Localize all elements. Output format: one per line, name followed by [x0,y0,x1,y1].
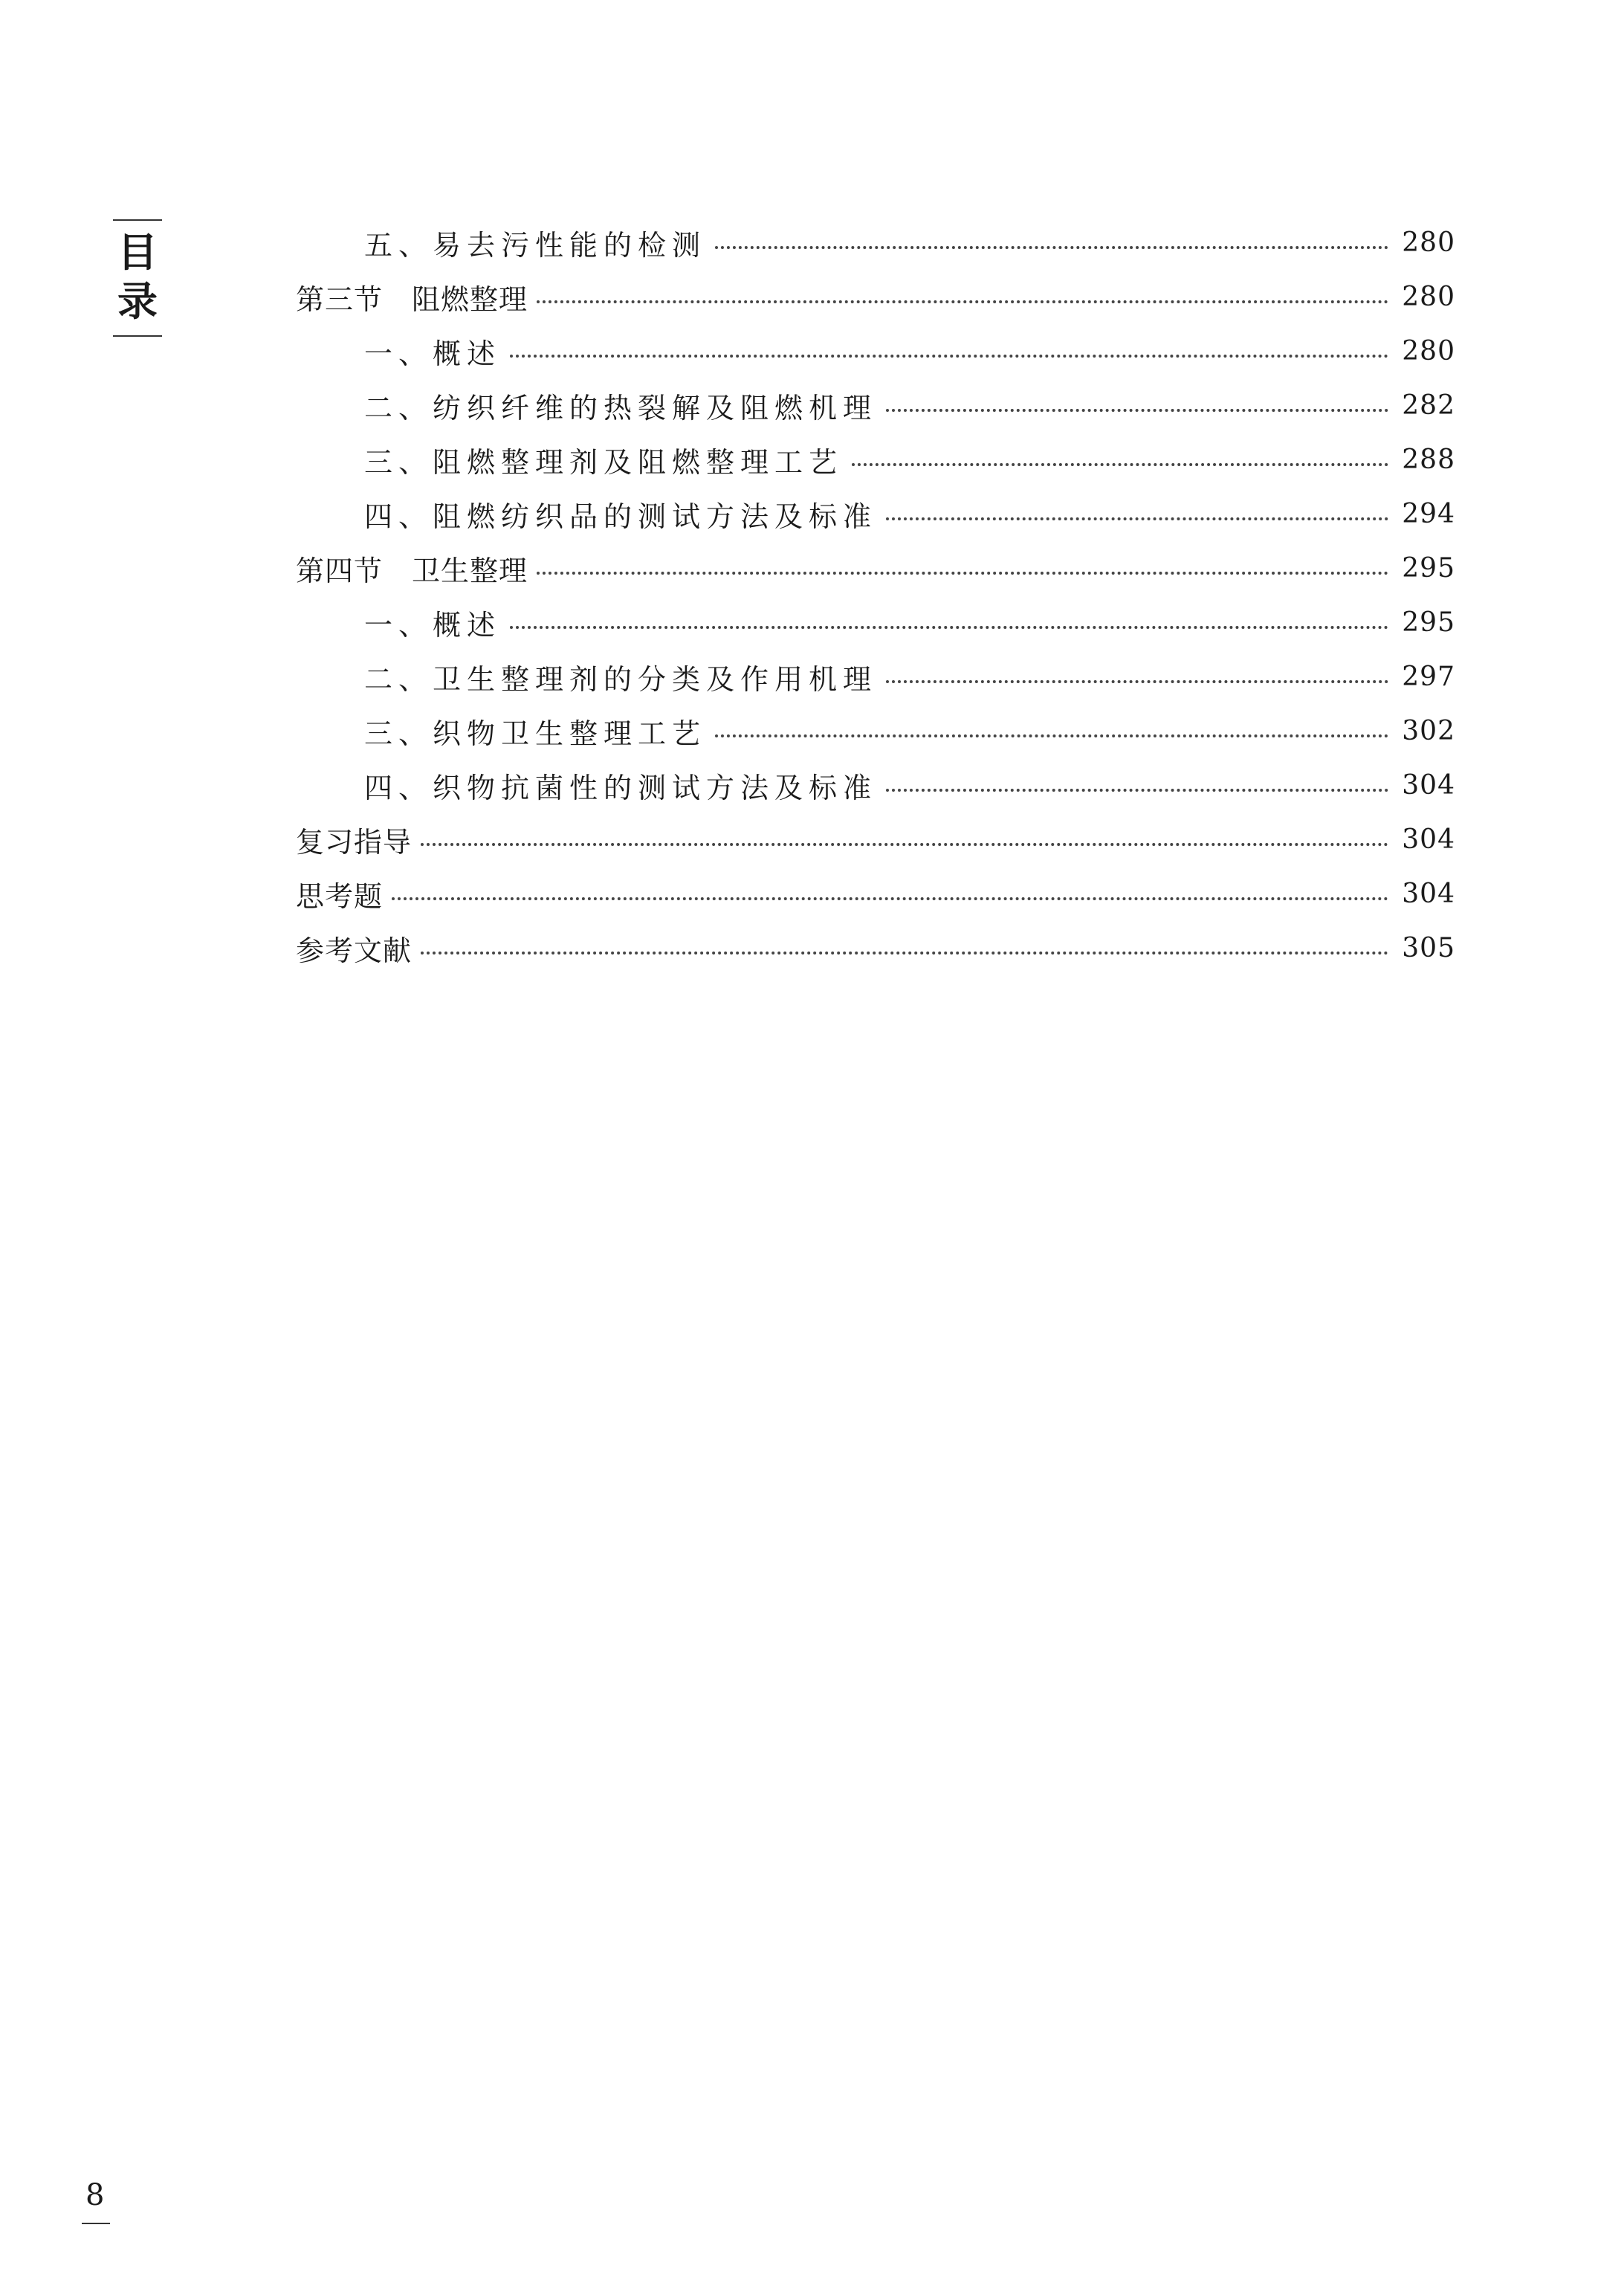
toc-entry-title: 第三节 阻燃整理 [296,283,528,316]
table-of-contents [296,216,1455,975]
toc-entry-page-number: 288 [1402,445,1455,475]
toc-dot-leader [421,952,1388,955]
page-number-rule [82,2223,110,2224]
toc-entry-page-number: 304 [1402,879,1455,909]
toc-entry[interactable] [296,758,1455,813]
toc-entry[interactable] [296,813,1455,867]
toc-dot-leader [715,246,1388,249]
toc-entry-title: 四、织物抗菌性的测试方法及标准 [364,772,878,804]
toc-entry-title: 思考题 [296,880,384,913]
toc-entry-title: 一、概述 [364,337,502,370]
toc-entry-title: 一、概述 [364,609,502,642]
toc-entry[interactable] [296,704,1455,758]
toc-entry[interactable] [296,487,1455,541]
toc-dot-leader [886,409,1388,412]
toc-entry-title: 四、阻燃纺织品的测试方法及标准 [364,500,878,533]
toc-entry-title: 三、阻燃整理剂及阻燃整理工艺 [364,446,844,479]
toc-dot-leader [886,789,1388,792]
toc-entry-title: 五、易去污性能的检测 [364,229,707,262]
toc-entry[interactable] [296,650,1455,704]
toc-entry-page-number: 294 [1402,499,1455,529]
toc-entry-page-number: 295 [1402,607,1455,638]
toc-dot-leader [537,572,1388,575]
toc-entry[interactable] [296,433,1455,487]
toc-entry-title: 三、织物卫生整理工艺 [364,717,707,750]
toc-entry-page-number: 305 [1402,933,1455,963]
toc-entry-page-number: 280 [1402,227,1455,258]
side-label-text: 目录 [117,229,158,325]
toc-dot-leader [715,734,1388,737]
toc-entry-page-number: 304 [1402,770,1455,801]
toc-entry[interactable] [296,867,1455,921]
toc-dot-leader [421,843,1388,846]
toc-entry[interactable] [296,595,1455,650]
page-number: 8 [85,2178,105,2212]
toc-dot-leader [852,463,1388,466]
toc-entry-title: 二、纺织纤维的热裂解及阻燃机理 [364,392,878,424]
toc-entry-page-number: 297 [1402,662,1455,692]
toc-entry-page-number: 295 [1402,553,1455,584]
toc-entry[interactable] [296,324,1455,378]
toc-dot-leader [886,680,1388,683]
toc-dot-leader [392,897,1388,900]
toc-entry[interactable] [296,270,1455,324]
toc-dot-leader [537,300,1388,303]
toc-entry[interactable] [296,216,1455,270]
toc-dot-leader [510,626,1388,629]
toc-entry-page-number: 280 [1402,336,1455,366]
toc-entry[interactable] [296,541,1455,595]
toc-entry[interactable] [296,921,1455,975]
toc-entry-title: 二、卫生整理剂的分类及作用机理 [364,663,878,696]
toc-entry-page-number: 280 [1402,282,1455,312]
toc-entry-title: 第四节 卫生整理 [296,555,528,587]
side-label-bottom-rule [113,335,162,337]
toc-entry-page-number: 282 [1402,390,1455,421]
side-label-top-rule [113,219,162,221]
toc-entry-page-number: 302 [1402,716,1455,746]
toc-dot-leader [886,517,1388,520]
toc-entry[interactable] [296,378,1455,433]
toc-entry-title: 参考文献 [296,934,413,967]
section-side-label [111,219,164,337]
toc-entry-page-number: 304 [1402,824,1455,855]
toc-dot-leader [510,355,1388,358]
toc-entry-title: 复习指导 [296,826,413,859]
